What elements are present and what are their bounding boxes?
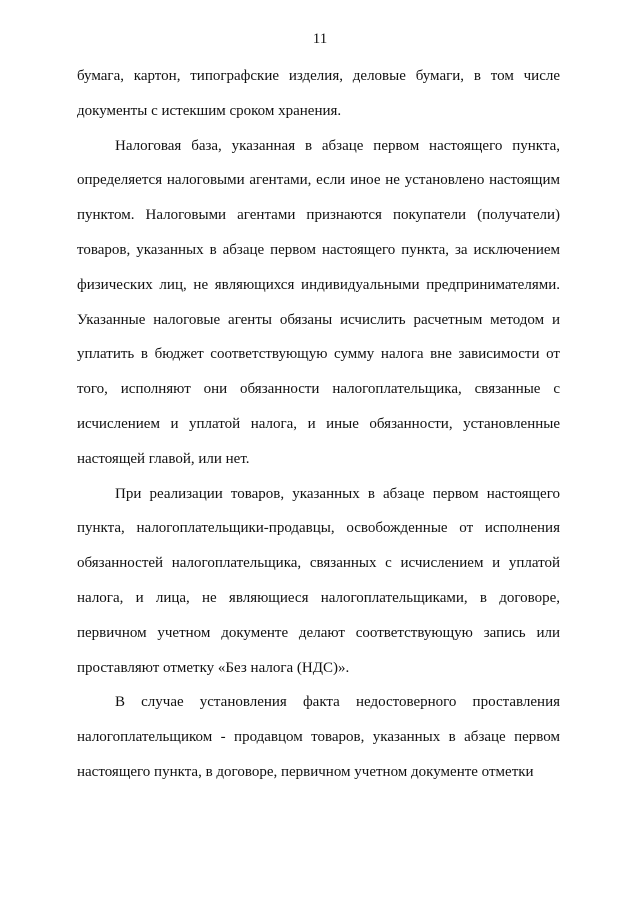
paragraph-sale-of-goods: При реализации товаров, указанных в абзаце первом настоящего пункта, налогоплательщики-продавцы, освобожденные от исполнения обязанностей налогоплательщика, связанных с исчислением и уплатой налога, и лица, не являющиеся налогоплательщиками, в договоре, первичном учетном документе делают соответствующую запись или проставляют отметку «Без налога (НДС)». [77, 485, 560, 676]
paragraph-tax-base: Налоговая база, указанная в абзаце первом настоящего пункта, определяется налоговыми агентами, если иное не установлено настоящим пунктом. Налоговыми агентами признаются покупатели (получатели) товаров, указанных в абзаце первом настоящего пункта, за исключением физических лиц, не являющихся индивидуальными предпринимателями. Указанные налоговые агенты обязаны исчислить расчетным методом и уплатить в бюджет соответствующую сумму налога вне зависимости от того, исполняют они обязанности налогоплательщика, связанные с исчислением и уплатой налога, и иные обязанности, установленные настоящей главой, или нет. [77, 137, 560, 467]
paragraph-unreliable-mark: В случае установления факта недостоверного проставления налогоплательщиком - продавцом товаров, указанных в абзаце первом настоящего пункта, в договоре, первичном учетном документе отметки [77, 694, 560, 780]
paragraph-continuation: бумага, картон, типографские изделия, деловые бумаги, в том числе документы с истекшим сроком хранения. [77, 68, 560, 119]
page-number: 11 [312, 31, 328, 47]
document-body [77, 59, 560, 790]
